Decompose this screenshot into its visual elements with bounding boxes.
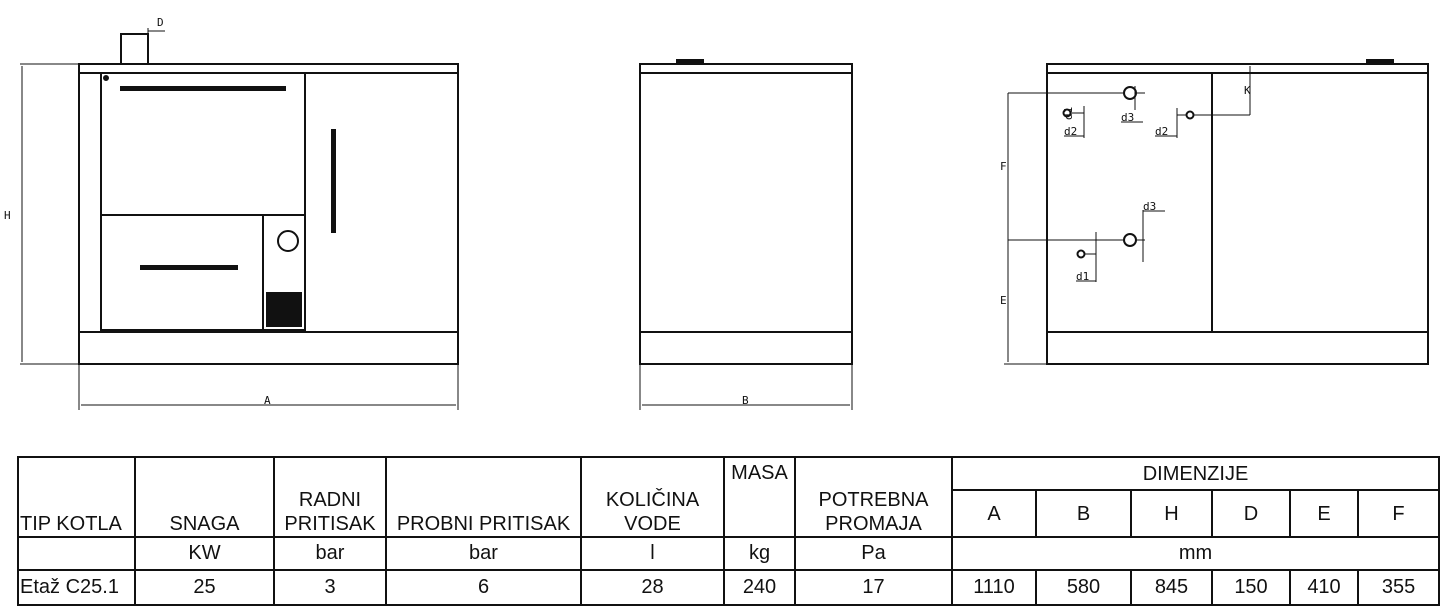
label-d1-top: d1 bbox=[1062, 106, 1075, 120]
cell-dim-b: 580 bbox=[1036, 570, 1131, 606]
unit-masa: kg bbox=[724, 537, 795, 569]
label-d1-bottom: d1 bbox=[1076, 270, 1090, 283]
label-f: F bbox=[1000, 160, 1007, 173]
label-d: D bbox=[157, 16, 164, 29]
header-potrebna-promaja: POTREBNA PROMAJA bbox=[795, 457, 952, 537]
specification-table bbox=[17, 456, 1440, 606]
header-dim-e: E bbox=[1290, 490, 1358, 537]
cell-radni-pritisak: 3 bbox=[274, 570, 386, 606]
unit-potrebna-promaja: Pa bbox=[795, 537, 952, 569]
header-dim-d: D bbox=[1212, 490, 1290, 537]
side-body bbox=[640, 64, 852, 364]
thermometer-dial bbox=[278, 231, 298, 251]
flow-connection-d3 bbox=[1124, 87, 1136, 99]
unit-radni-pritisak: bar bbox=[274, 537, 386, 569]
unit-snaga: KW bbox=[135, 537, 274, 569]
side-view bbox=[640, 59, 852, 410]
label-d2-right: d2 bbox=[1155, 125, 1169, 138]
return-connection-d3 bbox=[1124, 234, 1136, 246]
unit-kolicina-vode: l bbox=[581, 537, 724, 569]
label-d2-left: d2 bbox=[1064, 125, 1078, 138]
header-radni-pritisak: RADNI PRITISAK bbox=[274, 457, 386, 537]
ash-door bbox=[101, 215, 263, 330]
header-snaga: SNAGA bbox=[135, 457, 274, 537]
table-units-row bbox=[18, 537, 1439, 569]
cell-masa: 240 bbox=[724, 570, 795, 606]
header-tip-kotla: TIP KOTLA bbox=[18, 457, 135, 537]
header-dim-f: F bbox=[1358, 490, 1439, 537]
table-row bbox=[18, 570, 1439, 606]
unit-tip-kotla bbox=[18, 537, 135, 569]
cell-dim-d: 150 bbox=[1212, 570, 1290, 606]
cell-dim-e: 410 bbox=[1290, 570, 1358, 606]
label-d3-top: d3 bbox=[1121, 111, 1135, 124]
label-b: B bbox=[742, 394, 749, 407]
cell-potrebna-promaja: 17 bbox=[795, 570, 952, 606]
cell-snaga: 25 bbox=[135, 570, 274, 606]
upper-door-handle bbox=[120, 86, 286, 91]
front-view bbox=[4, 16, 458, 410]
header-dim-a: A bbox=[952, 490, 1036, 537]
table-header-row-1 bbox=[18, 457, 1439, 490]
chimney-outlet bbox=[121, 34, 148, 64]
cell-kolicina-vode: 28 bbox=[581, 570, 724, 606]
header-dimenzije: DIMENZIJE bbox=[952, 457, 1439, 490]
cell-dim-a: 1110 bbox=[952, 570, 1036, 606]
unit-dimenzije: mm bbox=[952, 537, 1439, 569]
label-k: K bbox=[1244, 84, 1251, 97]
unit-probni-pritisak: bar bbox=[386, 537, 581, 569]
label-d3-bottom: d3 bbox=[1143, 200, 1157, 213]
label-h: H bbox=[4, 209, 11, 222]
rear-body bbox=[1047, 64, 1428, 364]
header-dim-h: H bbox=[1131, 490, 1212, 537]
cell-probni-pritisak: 6 bbox=[386, 570, 581, 606]
cell-tip-kotla: Etaž C25.1 bbox=[18, 570, 135, 606]
label-a: A bbox=[264, 394, 271, 407]
upper-door bbox=[101, 73, 305, 215]
cell-dim-h: 845 bbox=[1131, 570, 1212, 606]
header-dim-b: B bbox=[1036, 490, 1131, 537]
label-e: E bbox=[1000, 294, 1007, 307]
cell-dim-f: 355 bbox=[1358, 570, 1439, 606]
header-probni-pritisak: PROBNI PRITISAK bbox=[386, 457, 581, 537]
oven-door-handle bbox=[331, 129, 336, 233]
rear-view bbox=[1000, 59, 1428, 364]
air-vent-grille bbox=[266, 292, 302, 327]
header-masa: MASA bbox=[724, 457, 795, 537]
header-kolicina-vode: KOLIČINA VODE bbox=[581, 457, 724, 537]
ash-door-handle bbox=[140, 265, 238, 270]
